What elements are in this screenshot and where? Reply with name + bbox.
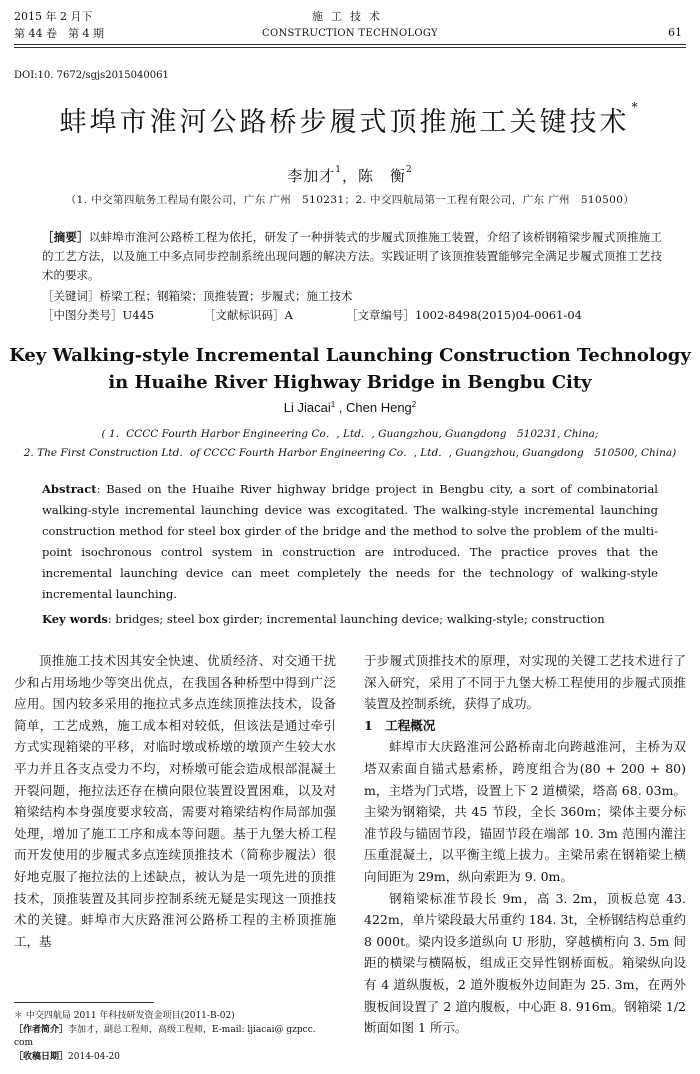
section-heading: 1 工程概况	[364, 717, 436, 733]
affiliation-en	[20, 425, 680, 463]
article-label: ［文章编号］	[346, 308, 415, 322]
author-bio	[14, 1024, 336, 1051]
author-bio-label: ［作者简介］	[14, 1024, 69, 1035]
keywords-en-text: : bridges; steel box girder; incremental launching device; walking-style; construction	[107, 612, 605, 626]
received-date	[14, 1051, 336, 1065]
affiliation-en-line-1: ( 1．CCCC Fourth Harbor Engineering Co．, Ltd．, Guangzhou, Guangdong 510231, China;	[101, 428, 599, 440]
abstract-cn-text: 以蚌埠市淮河公路桥工程为依托，研发了一种拼装式的步履式顶推施工装置，介绍了该桥钢箱梁步履式顶推施工的工艺方法，以及施工中多点同步控制系统出现问题的解决方法。实践证明了该顶推装置能够完全满足步履式顶推工艺技术的要求。	[42, 230, 662, 282]
journal-name-en: CONSTRUCTION TECHNOLOGY	[262, 28, 438, 39]
title-footnote-mark: *	[631, 100, 641, 114]
article-number	[346, 306, 582, 325]
author-en-1-affil: 1	[330, 400, 336, 409]
author-bio-text: 李加才，副总工程师，高级工程师，E-mail: ljiacai@ gzpcc. com	[14, 1024, 316, 1048]
title-en-line-1: Key Walking-style Incremental Launching Construction Technology	[9, 345, 691, 366]
doi: DOI:10. 7672/sgjs2015040061	[14, 70, 169, 81]
author-separator: ，	[341, 167, 358, 185]
abstract-cn	[42, 228, 662, 285]
article-value: 1002-8498(2015)04-0061-04	[415, 308, 582, 322]
page-number: 61	[668, 26, 682, 39]
author-2-affil: 2	[406, 165, 413, 175]
author-2: 陈 衡	[358, 167, 407, 185]
authors-cn	[0, 165, 700, 186]
volume-issue: 第 44 卷 第 4 期	[14, 27, 104, 40]
affiliation-en-line-2: 2. The First Construction Ltd．of CCCC Fourth Harbor Engineering Co．, Ltd．, Guangzhou, Guangdong 510500, China)	[23, 447, 677, 459]
received-date-value: 2014-04-20	[68, 1051, 120, 1062]
body-paragraph: 钢箱梁标准节段长 9m，高 3. 2m，顶板总宽 43. 422m，单片梁段最大吊重约 184. 3t，全桥钢结构总重约 8 000t。梁内设多道纵向 U 形肋，穿越横桁向 3. 5m 间距的横梁与横隔板，组成正交异性钢桥面板。箱梁纵向设有 4 道纵腹板，2 道外腹板外边间距为 25. 3m，在两外腹板间设置了 2 道内腹板，中心距 8. 916m。钢箱梁 1/2 断面如图 1 所示。	[364, 890, 686, 1036]
abstract-en-label: Abstract	[42, 482, 97, 496]
doc-value: A	[284, 308, 293, 322]
title-en	[0, 342, 700, 396]
issue-date: 2015 年 2 月下	[14, 10, 93, 23]
title-cn	[0, 100, 700, 139]
title-en-line-2: in Huaihe River Highway Bridge in Bengbu City	[108, 372, 592, 393]
funding-note: ＊ 中交四航局 2011 年科技研发资金项目(2011-B-02)	[14, 1011, 235, 1021]
affiliation-cn: （1. 中交第四航务工程局有限公司，广东 广州 510231；2. 中交四航局第一工程有限公司，广东 广州 510500）	[65, 194, 635, 206]
author-en-1: Li Jiacai	[283, 400, 331, 415]
author-en-separator: ,	[335, 400, 347, 415]
body-column-left	[14, 650, 336, 952]
keywords-cn-text: 桥梁工程；钢箱梁；顶推装置；步履式；施工技术	[99, 289, 353, 303]
footnotes	[14, 1010, 336, 1064]
header-rule-thin	[14, 47, 686, 48]
clc-value: U445	[122, 308, 155, 322]
keywords-cn	[42, 287, 662, 306]
abstract-en	[42, 479, 658, 605]
abstract-en-text: : Based on the Huaihe River highway bridge project in Bengbu city, a sort of combinatorial walking-style incremental launching device was excogitated. The walking-style incremental launching construction method for steel box girder of the bridge and the method to solve the problem of the multi-point isochronous control system in construction are introduced. The practice proves that the incremental launching device can meet completely the needs for the technology of walking-style incremental launching.	[42, 482, 658, 601]
title-cn-text: 蚌埠市淮河公路桥步履式顶推施工关键技术	[59, 107, 630, 138]
clc-number	[42, 306, 154, 325]
doc-code	[204, 306, 293, 325]
clc-label: ［中图分类号］	[42, 308, 123, 322]
journal-name-cn: 施工技术	[312, 10, 388, 23]
body-paragraph: 蚌埠市大庆路淮河公路桥南北向跨越淮河，主桥为双塔双索面自锚式悬索桥，跨度组合为(80 + 200 + 80) m，主塔为门式塔，设置上下 2 道横梁，塔高 68. 03m。主梁为钢箱梁，共 45 节段，全长 360m；梁体主要分标准节段与锚固节段，锚固节段在端部 10. 3m 范围内灌注压重混凝土，以平衡主缆上拔力。主梁吊索在钢箱梁上横向间距为 29m，纵向索距为 9. 0m。	[364, 739, 686, 884]
running-header-center	[0, 8, 700, 42]
body-column-right	[364, 650, 686, 1039]
author-1: 李加才	[287, 167, 336, 185]
body-paragraph: 顶推施工技术因其安全快速、优质经济、对交通干扰少和占用场地少等突出优点，在我国各种桥型中得到广泛应用。国内较多采用的拖拉式多点连续顶推法技术，设备简单，工艺成熟，施工成本相对较低，但该法是通过牵引方式实现箱梁的平移，对临时墩或桥墩的墩顶产生较大水平力并且各支点受力不均，对桥墩可能会造成根部混凝土开裂问题，拖拉法还存在横向限位装置设置困难，以及对箱梁结构本身强度要求较高，需要对箱梁结构作局部加强处理，增加了施工工序和成本等问题。基于九堡大桥工程而开发使用的步履式多点连续顶推技术（简称步履法）很好地克服了拖拉法的上述缺点，被认为是一项先进的顶推技术，顶推装置及其同步控制系统无疑是实现这一顶推技术的关键。蚌埠市大庆路淮河公路桥工程的主桥顶推施工，基	[14, 653, 336, 949]
keywords-en-label: Key words	[42, 612, 108, 626]
author-en-2: Chen Heng	[346, 400, 412, 415]
author-1-affil: 1	[335, 165, 342, 175]
keywords-cn-label: ［关键词］	[42, 289, 100, 303]
header-rule	[14, 44, 686, 45]
author-en-2-affil: 2	[411, 400, 417, 409]
authors-en	[0, 400, 700, 415]
body-paragraph: 于步履式顶推技术的原理，对实现的关键工艺技术进行了深入研究，采用了不同于九堡大桥工程使用的步履式顶推装置及控制系统，获得了成功。	[364, 653, 686, 712]
abstract-cn-label: ［摘要］	[42, 230, 89, 244]
footnote-rule	[14, 1002, 154, 1003]
received-date-label: ［收稿日期］	[14, 1051, 69, 1062]
doc-label: ［文献标识码］	[204, 308, 285, 322]
keywords-en	[42, 609, 658, 630]
